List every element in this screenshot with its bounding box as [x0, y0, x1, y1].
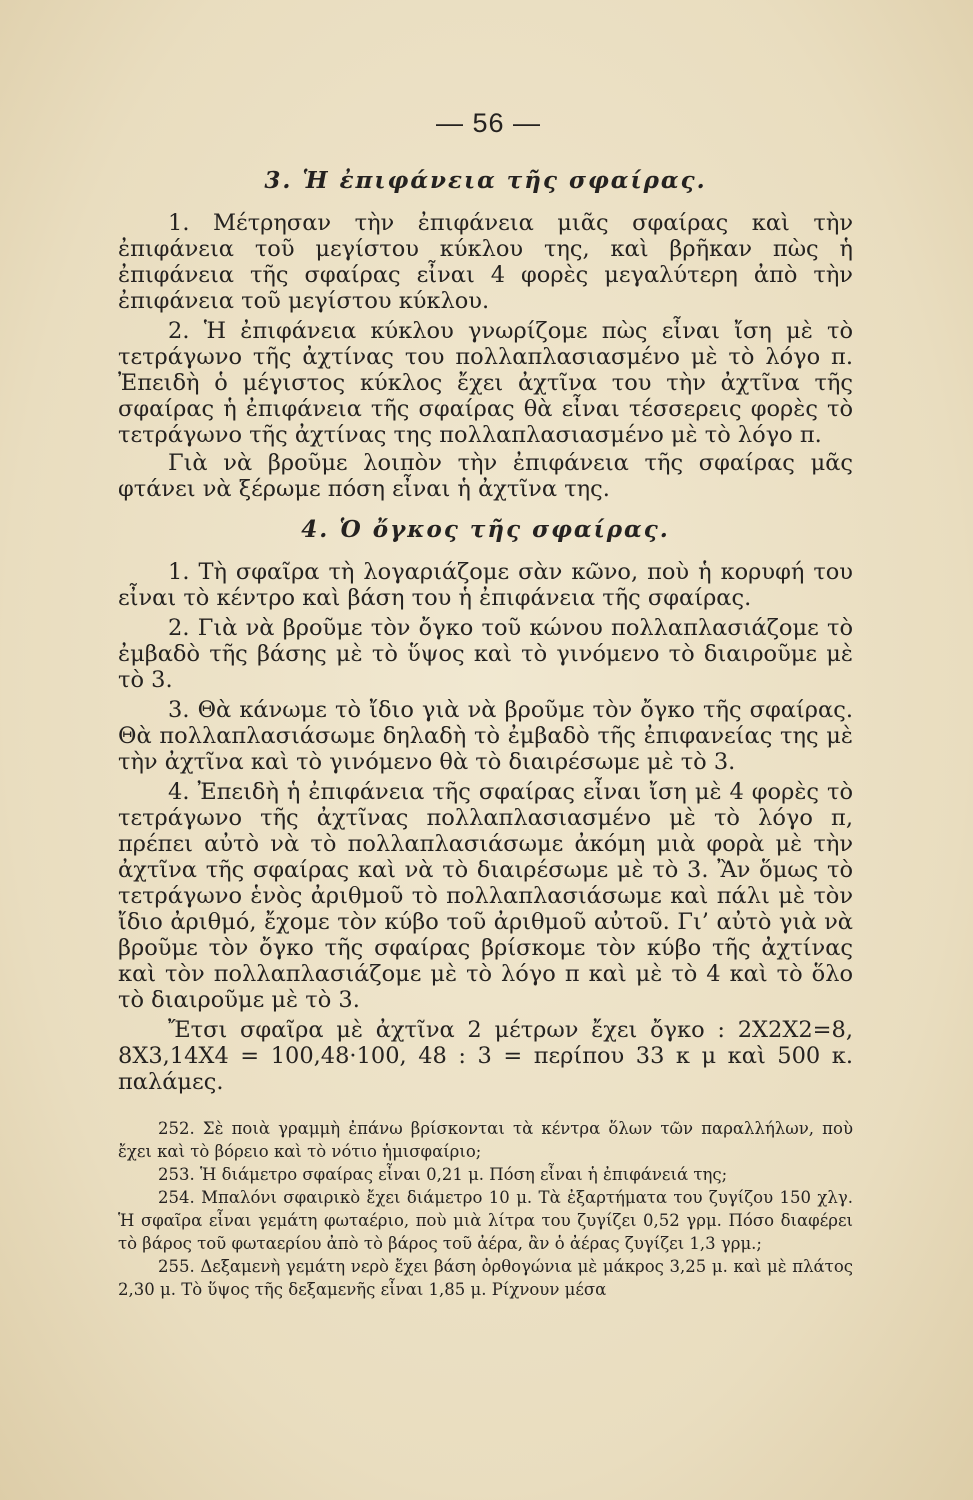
- exercise-item: 253. Ἡ διάμετρο σφαίρας εἶναι 0,21 μ. Πόση εἶναι ἡ ἐπιφάνειά της;: [158, 1165, 728, 1184]
- section-title-surface: 3. Ἡ ἐπιφάνεια τῆς σφαίρας.: [264, 167, 707, 194]
- paragraph: 2. Γιὰ νὰ βροῦμε τὸν ὄγκο τοῦ κώνου πολλαπλασιάζομε τὸ ἐμβαδὸ τῆς βάσης μὲ τὸ ὕψος καὶ τὸ γινόμενο τὸ διαιροῦμε μὲ τὸ 3.: [118, 615, 853, 693]
- exercise-item: 255. Δεξαμενὴ γεμάτη νερὸ ἔχει βάση ὀρθογώνια μὲ μάκρος 3,25 μ. καὶ μὲ πλάτος 2,30 μ. Τὸ ὕψος τῆς δεξαμενῆς εἶναι 1,85 μ. Ρίχνουν μέσα: [118, 1257, 853, 1299]
- exercises: [118, 1117, 853, 1301]
- exercise-item: 252. Σὲ ποιὰ γραμμὴ ἐπάνω βρίσκονται τὰ κέντρα ὅλων τῶν παραλλήλων, ποὺ ἔχει καὶ τὸ βόρειο καὶ τὸ νότιο ἡμισφαίριο;: [118, 1119, 853, 1161]
- paragraph: 3. Θὰ κάνωμε τὸ ἴδιο γιὰ νὰ βροῦμε τὸν ὄγκο τῆς σφαίρας. Θὰ πολλαπλασιάσωμε δηλαδὴ τὸ ἐμβαδὸ τῆς ἐπιφανείας της μὲ τὴν ἀχτῖνα καὶ τὸ γινόμενο θὰ τὸ διαιρέσωμε μὲ τὸ 3.: [118, 697, 853, 775]
- paragraph: Ἔτσι σφαῖρα μὲ ἀχτῖνα 2 μέτρων ἔχει ὄγκο : 2Χ2Χ2=8, 8Χ3,14Χ4 = 100,48·100, 48 : 3 = περίπου 33 κ μ καὶ 500 κ. παλάμες.: [118, 1017, 853, 1095]
- paragraph: 1. Μέτρησαν τὴν ἐπιφάνεια μιᾶς σφαίρας καὶ τὴν ἐπιφάνεια τοῦ μεγίστου κύκλου της, καὶ βρῆκαν πὼς ἡ ἐπιφάνεια τῆς σφαίρας εἶναι 4 φορὲς μεγαλύτερη ἀπὸ τὴν ἐπιφάνεια τοῦ μεγίστου κύκλου.: [118, 210, 853, 314]
- paragraph: Γιὰ νὰ βροῦμε λοιπὸν τὴν ἐπιφάνεια τῆς σφαίρας μᾶς φτάνει νὰ ξέρωμε πόση εἶναι ἡ ἀχτῖνα της.: [118, 450, 853, 502]
- page-content: [118, 108, 853, 1301]
- section-volume-of-sphere: [118, 516, 853, 1095]
- paragraph: 4. Ἐπειδὴ ἡ ἐπιφάνεια τῆς σφαίρας εἶναι ἴση μὲ 4 φορὲς τὸ τετράγωνο τῆς ἀχτῖνας πολλαπλασιασμένο μὲ τὸ λόγο π, πρέπει αὐτὸ νὰ τὸ πολλαπλασιάσωμε ἀκόμη μιὰ φορὰ μὲ τὴν ἀχτῖνα τῆς σφαίρας καὶ νὰ τὸ διαιρέσωμε μὲ τὸ 3. Ἂν ὅμως τὸ τετράγωνο ἑνὸς ἀριθμοῦ τὸ πολλαπλασιάσωμε καὶ πάλι μὲ τὸν ἴδιο ἀριθμό, ἔχομε τὸν κύβο τοῦ ἀριθμοῦ αὐτοῦ. Γι’ αὐτὸ γιὰ νὰ βροῦμε τὸν ὄγκο τῆς σφαίρας βρίσκομε τὸν κύβο τῆς ἀχτίνας καὶ τὸν πολλαπλασιάζομε μὲ τὸ λόγο π καὶ μὲ τὸ 4 καὶ τὸ ὅλο τὸ διαιροῦμε μὲ τὸ 3.: [118, 779, 853, 1013]
- exercise-item: 254. Μπαλόνι σφαιρικὸ ἔχει διάμετρο 10 μ. Τὰ ἐξαρτήματα του ζυγίζου 150 χλγ. Ἡ σφαῖρα εἶναι γεμάτη φωταέριο, ποὺ μιὰ λίτρα του ζυγίζει 0,52 γρμ. Πόσο διαφέρει τὸ βάρος τοῦ φωταερίου ἀπὸ τὸ βάρος τοῦ ἀέρα, ἂν ὁ ἀέρας ζυγίζει 1,3 γρμ.;: [118, 1188, 853, 1253]
- paragraph: 2. Ἡ ἐπιφάνεια κύκλου γνωρίζομε πὼς εἶναι ἴση μὲ τὸ τετράγωνο τῆς ἀχτίνας του πολλαπλασιασμένο μὲ τὸ λόγο π. Ἐπειδὴ ὁ μέγιστος κύκλος ἔχει ἀχτῖνα του τὴν ἀχτῖνα τῆς σφαίρας ἡ ἐπιφάνεια τῆς σφαίρας θὰ εἶναι τέσσερεις φορὲς τὸ τετράγωνο τῆς ἀχτίνας της πολλαπλασιασμένο μὲ τὸ λόγο π.: [118, 318, 853, 448]
- page-number: — 56 —: [435, 108, 542, 138]
- section-surface-of-sphere: [118, 167, 853, 502]
- section-title-volume: 4. Ὁ ὄγκος τῆς σφαίρας.: [301, 516, 670, 543]
- paragraph: 1. Τὴ σφαῖρα τὴ λογαριάζομε σὰν κῶνο, ποὺ ἡ κορυφή του εἶναι τὸ κέντρο καὶ βάση του ἡ ἐπιφάνεια τῆς σφαίρας.: [118, 559, 853, 611]
